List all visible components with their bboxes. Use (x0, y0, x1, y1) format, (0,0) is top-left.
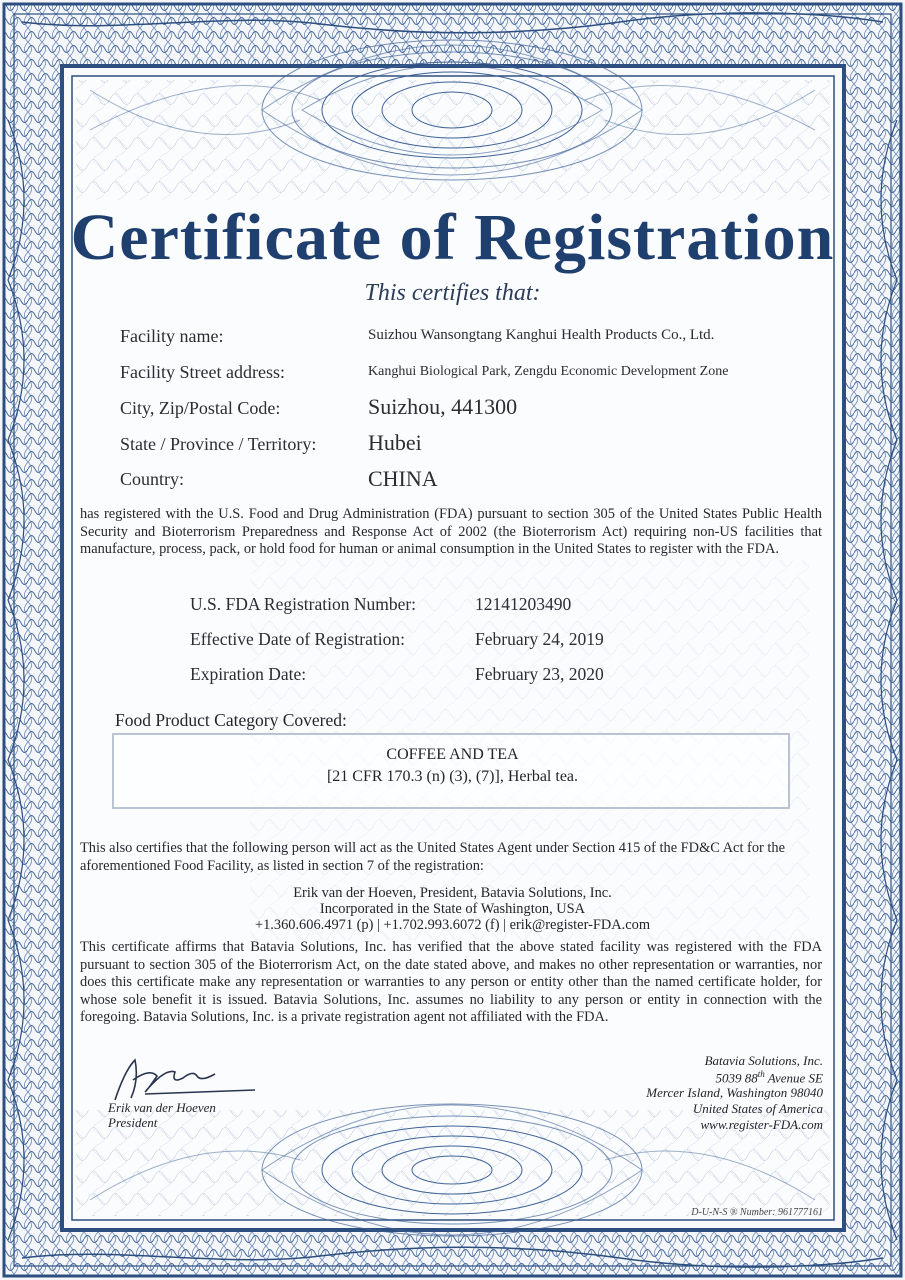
registration-statement-text: has registered with the U.S. Food and Drug Administration (FDA) pursuant to section 305 of the United States Public Health Security and Bioterrorism Preparedness and Response Act of 2002 (the Bioterrorism Act) requiring non-US facilities that manufacture, process, pack, or hold food for human or animal consumption in the United States to register with the FDA. (80, 506, 822, 558)
category-label: Food Product Category Covered: (115, 710, 347, 730)
expiration-date-value: February 23, 2020 (475, 664, 604, 684)
registration-number-value: 12141203490 (475, 594, 572, 614)
affirmation (80, 939, 822, 1027)
facility-street-value: Kanghui Biological Park, Zengdu Economic Development Zone (368, 364, 729, 379)
expiration-date-label: Expiration Date: (190, 664, 307, 684)
agent-contact-line: +1.360.606.4971 (p) | +1.702.993.6072 (f) | erik@register-FDA.com (254, 917, 651, 933)
agent-incorporated-line: Incorporated in the State of Washington, USA (319, 901, 586, 917)
issuer-street-name: Avenue SE (764, 1070, 823, 1086)
category-line-1: COFFEE AND TEA (386, 746, 519, 763)
facility-street-label: Facility Street address: (120, 362, 285, 382)
facility-state-value: Hubei (368, 430, 422, 455)
registration-number-label: U.S. FDA Registration Number: (190, 594, 417, 614)
facility-city-value: Suizhou, 441300 (368, 394, 518, 419)
issuer-city: Mercer Island, Washington 98040 (646, 1085, 823, 1100)
facility-city-label: City, Zip/Postal Code: (120, 398, 281, 418)
duns-number: D-U-N-S ® Number: 961777161 (691, 1207, 823, 1218)
effective-date-value: February 24, 2019 (475, 629, 604, 649)
certificate-title: Certificate of Registration (70, 201, 835, 274)
issuer-company: Batavia Solutions, Inc. (704, 1053, 823, 1068)
facility-state-label: State / Province / Territory: (120, 434, 317, 454)
agent-statement (80, 840, 822, 875)
issuer-street (715, 1069, 823, 1086)
signatory-name: Erik van der Hoeven (108, 1100, 216, 1115)
issuer-country: United States of America (692, 1101, 823, 1116)
issuer-website: www.register-FDA.com (700, 1117, 823, 1132)
facility-name-value: Suizhou Wansongtang Kanghui Health Products Co., Ltd. (368, 327, 715, 343)
effective-date-label: Effective Date of Registration: (190, 629, 405, 649)
registration-statement (80, 506, 822, 559)
agent-statement-text: This also certifies that the following person will act as the United States Agent under Section 415 of the FD&C Act for the aforementioned Food Facility, as listed in section 7 of the registration: (80, 840, 785, 874)
agent-name-line: Erik van der Hoeven, President, Batavia Solutions, Inc. (293, 885, 612, 901)
facility-country-value: CHINA (368, 466, 438, 491)
signatory-title: President (108, 1115, 158, 1130)
category-line-2: [21 CFR 170.3 (n) (3), (7)], Herbal tea. (326, 768, 579, 785)
issuer-street-number: 5039 88 (715, 1070, 758, 1086)
certificate-subtitle: This certifies that: (364, 280, 541, 306)
affirmation-text: This certificate affirms that Batavia Solutions, Inc. has verified that the above stated facility was registered with the FDA pursuant to section 305 of the Bioterrorism Act, on the date stated above, and makes no other representation or warranties, nor does this certificate make any representation or warranties to any person or entity other than the named certificate holder, for whose sole benefit it is issued. Batavia Solutions, Inc. assumes no liability to any person or entity in connection with the foregoing. Batavia Solutions, Inc. is a private registration agent not affiliated with the FDA. (80, 939, 822, 1026)
issuer-street-ordinal: th (757, 1069, 765, 1079)
facility-name-label: Facility name: (120, 326, 224, 346)
facility-country-label: Country: (120, 469, 185, 489)
